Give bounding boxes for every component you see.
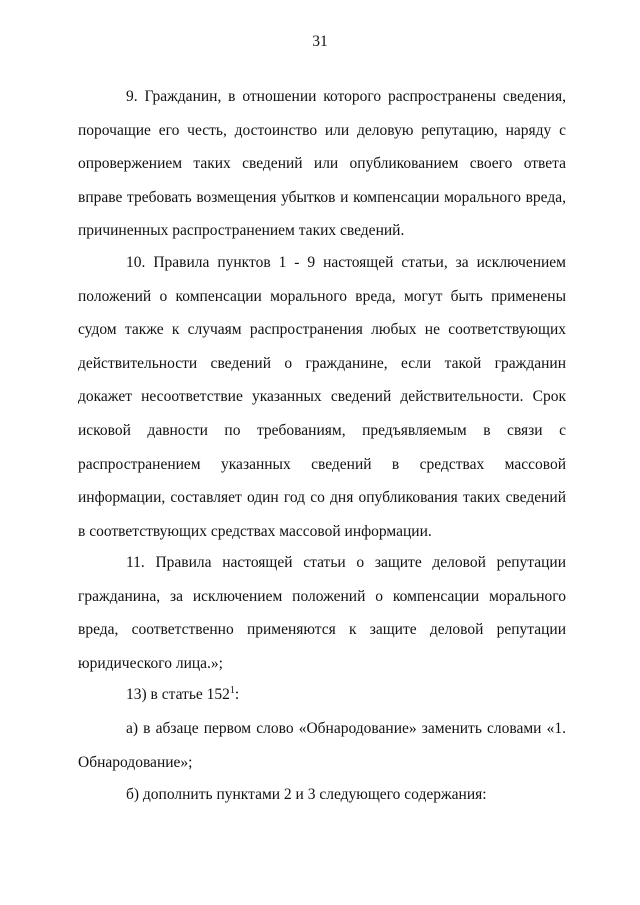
item-13-block bbox=[78, 678, 566, 712]
paragraph-9: 9. Гражданин, в отношении которого распространены сведения, порочащие его честь, достоинство или деловую репутацию, наряду с опровержением таких сведений или опубликованием своего ответа вправе требовать возмещения убытков и компенсации морального вреда, причиненных распространением таких сведений. bbox=[78, 88, 566, 240]
item-b: б) дополнить пунктами 2 и 3 следующего содержания: bbox=[126, 786, 487, 803]
item-a-block bbox=[78, 712, 566, 779]
item-b-block bbox=[78, 778, 566, 812]
paragraph-9-block bbox=[78, 80, 566, 248]
item-a: а) в абзаце первом слово «Обнародование» заменить словами «1. Обнародование»; bbox=[78, 720, 566, 771]
paragraph-11-block bbox=[78, 546, 566, 680]
paragraph-11: 11. Правила настоящей статьи о защите деловой репутации гражданина, за исключением положений о компенсации морального вреда, соответственно применяются к защите деловой репутации юридического лица.»; bbox=[78, 554, 566, 672]
item-13-superscript: 1 bbox=[229, 684, 235, 696]
paragraph-10-block bbox=[78, 246, 566, 548]
item-13 bbox=[78, 678, 566, 712]
item-13-suffix: : bbox=[234, 686, 240, 703]
page-number: 31 bbox=[312, 33, 328, 50]
paragraph-10: 10. Правила пунктов 1 - 9 настоящей статьи, за исключением положений о компенсации морального вреда, могут быть применены судом также к случаям распространения любых не соответствующих действительности сведений о гражданине, если такой гражданин докажет несоответствие указанных сведений действительности. Срок исковой давности по требованиям, предъявляемым в связи с распространением указанных сведений в средствах массовой информации, составляет один год со дня опубликования таких сведений в соответствующих средствах массовой информации. bbox=[78, 254, 566, 540]
item-13-text: 13) в статье 152 bbox=[126, 686, 230, 703]
